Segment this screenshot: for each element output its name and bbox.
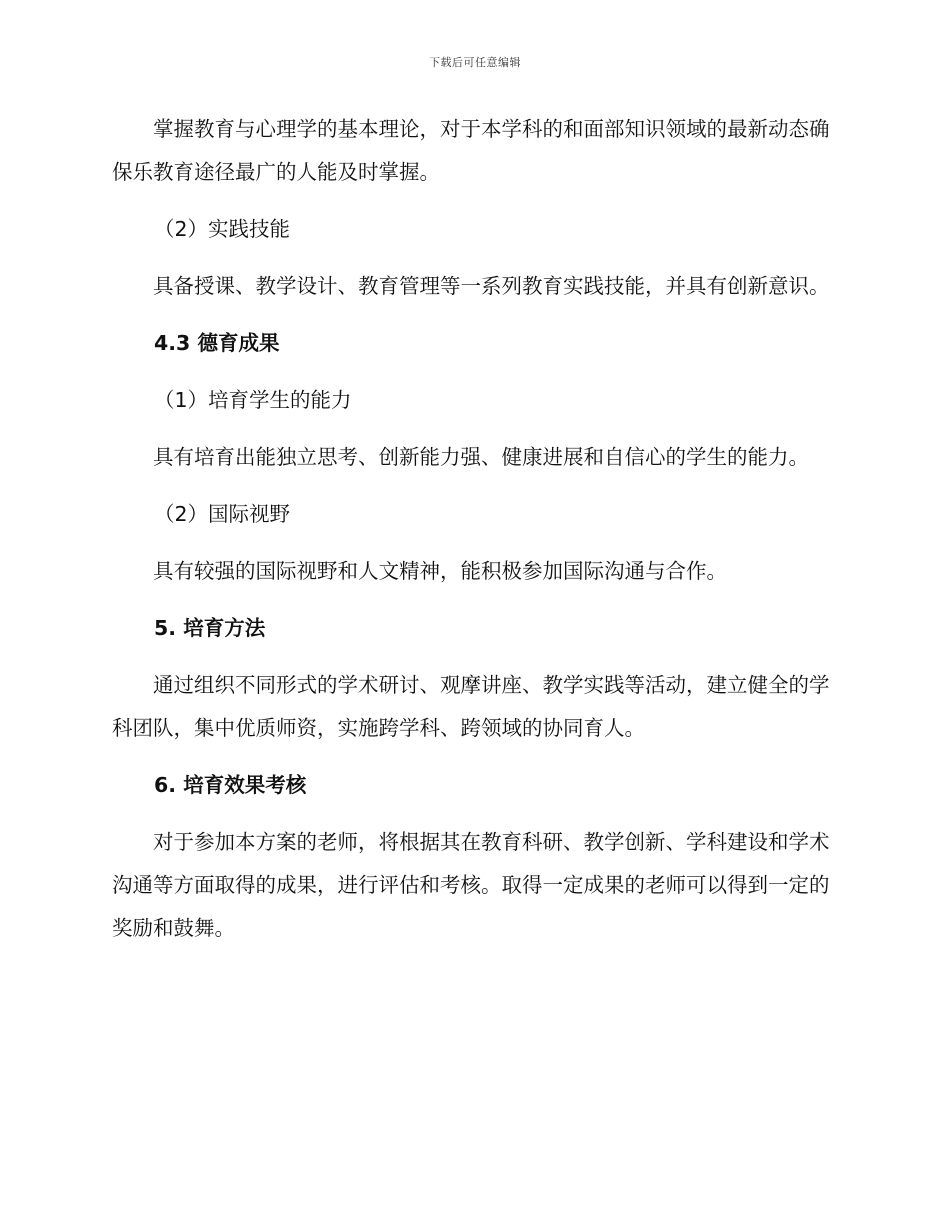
paragraph-theory: 掌握教育与心理学的基本理论，对于本学科的和面部知识领域的最新动态确保乐教育途径最广的人能及时掌握。 bbox=[112, 117, 830, 184]
subheading-international-vision: （2）国际视野 bbox=[154, 502, 291, 526]
document-body bbox=[112, 108, 838, 964]
section-heading-assessment: 6. 培育效果考核 bbox=[154, 773, 307, 797]
section-heading-training-method: 5. 培育方法 bbox=[154, 616, 266, 640]
paragraph-practical-skills: 具备授课、教学设计、教育管理等一系列教育实践技能，并具有创新意识。 bbox=[153, 274, 830, 298]
page-header: 下载后可任意编辑 bbox=[429, 56, 521, 69]
subheading-practical-skills: （2）实践技能 bbox=[154, 217, 291, 241]
paragraph-international-vision: 具有较强的国际视野和人文精神，能积极参加国际沟通与合作。 bbox=[153, 559, 727, 583]
paragraph-student-ability: 具有培育出能独立思考、创新能力强、健康进展和自信心的学生的能力。 bbox=[153, 445, 809, 469]
paragraph-training-method: 通过组织不同形式的学术研讨、观摩讲座、教学实践等活动，建立健全的学科团队，集中优质师资，实施跨学科、跨领域的协同育人。 bbox=[112, 673, 830, 740]
section-heading-moral-education: 4.3 德育成果 bbox=[154, 331, 280, 355]
subheading-student-ability: （1）培育学生的能力 bbox=[154, 388, 352, 412]
paragraph-assessment: 对于参加本方案的老师，将根据其在教育科研、教学创新、学科建设和学术沟通等方面取得的成果，进行评估和考核。取得一定成果的老师可以得到一定的奖励和鼓舞。 bbox=[112, 830, 830, 940]
